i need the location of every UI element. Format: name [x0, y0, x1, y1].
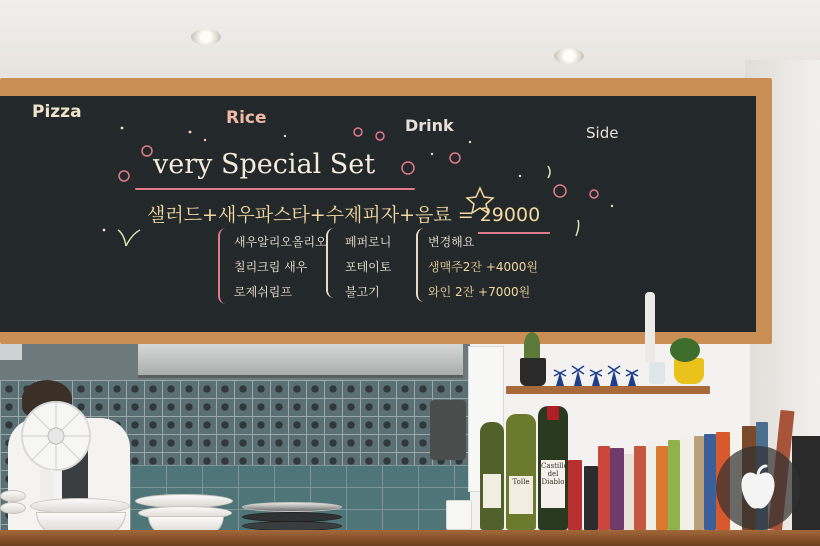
wine-label: Tolle [509, 476, 533, 514]
book [680, 438, 694, 530]
option-item: 칠리크림 새우 [234, 260, 308, 274]
ceiling [0, 0, 820, 82]
book [656, 446, 668, 530]
ceiling-light [191, 29, 221, 45]
book [634, 446, 646, 530]
category-pizza: Pizza [32, 102, 82, 122]
apple-logo-icon [716, 446, 800, 530]
white-cup [446, 500, 472, 530]
option-item: 생맥주2잔 +4000원 [428, 260, 539, 274]
book [624, 454, 634, 530]
book [704, 434, 716, 530]
wine-label: Castillo del Diablo [541, 460, 565, 508]
plant [670, 338, 700, 362]
book [568, 460, 582, 530]
range-hood [138, 344, 463, 378]
sparkle-dots [103, 127, 614, 232]
kitchen-equipment [430, 400, 466, 460]
ceiling-light [554, 48, 584, 64]
category-rice: Rice [226, 108, 267, 128]
bottle-cap [547, 406, 559, 420]
option-item: 와인 2잔 +7000원 [428, 285, 531, 299]
category-drink: Drink [405, 116, 454, 135]
candle [645, 292, 655, 362]
wine-bottle [480, 422, 504, 530]
book [646, 442, 656, 530]
desk-fan-icon [16, 400, 96, 480]
plant-pot [520, 358, 546, 386]
wine-bottle [506, 414, 536, 530]
book [610, 448, 624, 530]
chalk-doodles [0, 96, 756, 332]
combo-line: 샐러드+새우파스타+수제피자+음료 = 29000 [147, 204, 541, 226]
book [668, 440, 680, 530]
windmill-figurines [552, 362, 644, 386]
option-item: 변경해요 [428, 235, 475, 249]
star-icon [467, 188, 493, 213]
book [584, 466, 598, 530]
book [694, 436, 704, 530]
plate-stack-dark [242, 502, 342, 512]
option-item: 새우알리오올리오 [234, 235, 327, 249]
option-item: 로제쉬림프 [234, 285, 292, 299]
candle-holder [649, 362, 665, 384]
option-item: 페퍼로니 [345, 235, 392, 249]
yellow-pot [674, 358, 704, 384]
wall-shelf [506, 386, 710, 394]
plant [524, 332, 540, 358]
option-item: 포테이토 [345, 260, 392, 274]
special-title: very Special Set [153, 149, 376, 180]
wine-bottle [538, 406, 568, 530]
leaf-doodle-icon [118, 166, 579, 246]
chalkboard [0, 96, 756, 332]
option-item: 불고기 [345, 285, 380, 299]
category-side: Side [586, 124, 619, 142]
wall-outlet [0, 344, 22, 360]
plate-stack [0, 502, 26, 514]
flower-doodle-icon [119, 128, 598, 198]
plate-stack [0, 490, 26, 502]
wooden-counter [0, 530, 820, 546]
book [598, 446, 610, 530]
